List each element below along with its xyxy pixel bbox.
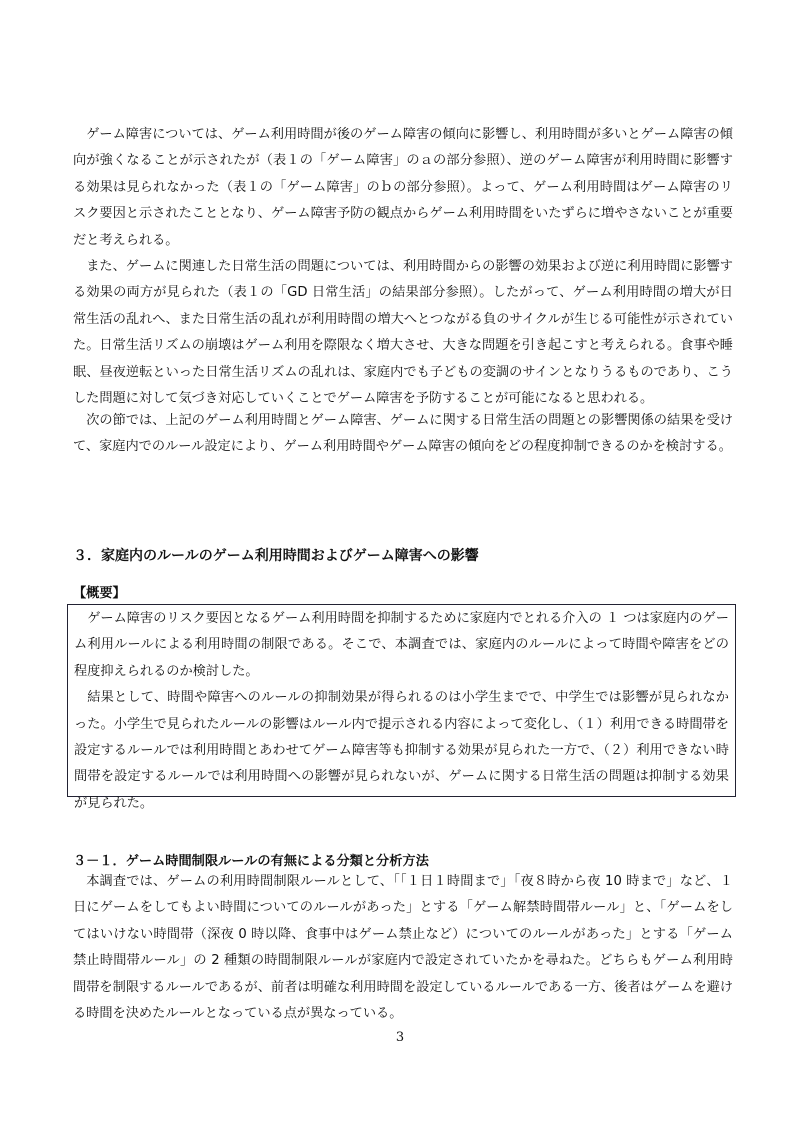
- section-3-1-paragraph: 本調査では、ゲームの利用時間制限ルールとして、「「１日１時間まで」「夜８時から夜 10 時まで」など、１日にゲームをしてもよい時間についてのルールがあった」とする「ゲーム解禁時間帯ルール」と、「ゲームをしてはいけない時間帯（深夜 0 時以降、食事中はゲーム禁止など）についてのルールがあった」とする「ゲーム禁止時間帯ルール」の 2 種類の時間制限ルールが家庭内で設定されていたかを尋ねた。どちらもゲーム利用時間帯を制限するルールであるが、前者は明確な利用時間を設定しているルールである一方、後者はゲームを避ける時間を決めたルールとなっている点が異なっている。: [73, 874, 733, 1022]
- section-3-1-heading: ３－１．ゲーム時間制限ルールの有無による分類と分析方法: [73, 854, 429, 869]
- page-number: 3: [395, 1030, 405, 1045]
- section-3-heading: ３．家庭内のルールのゲーム利用時間およびゲーム障害への影響: [73, 548, 479, 564]
- summary-paragraph-2: 結果として、時間や障害へのルールの抑制効果が得られるのは小学生までで、中学生では影響が見られなかった。小学生で見られたルールの影響はルール内で提示される内容によって変化し、（１）利用できる時間帯を設定するルールでは利用時間とあわせてゲーム障害等も抑制する効果が見られた一方で、（２）利用できない時間帯を設定するルールでは利用時間への影響が見られないが、ゲームに関する日常生活の問題は抑制する効果が見られた。: [74, 690, 729, 811]
- body-paragraph-3: 次の節では、上記のゲーム利用時間とゲーム障害、ゲームに関する日常生活の問題との影響関係の結果を受けて、家庭内でのルール設定により、ゲーム利用時間やゲーム障害の傾向をどの程度抑制できるのかを検討する。: [73, 413, 733, 455]
- summary-box: [67, 604, 736, 811]
- summary-label: 【概要】: [73, 586, 126, 601]
- body-paragraph-1: ゲーム障害については、ゲーム利用時間が後のゲーム障害の傾向に影響し、利用時間が多いとゲーム障害の傾向が強くなることが示されたが（表１の「ゲーム障害」のａの部分参照）、逆のゲーム障害が利用時間に影響する効果は見られなかった（表１の「ゲーム障害」のｂの部分参照）。よって、ゲーム利用時間はゲーム障害のリスク要因と示されたこととなり、ゲーム障害予防の観点からゲーム利用時間をいたずらに増やさないことが重要だと考えられる。: [73, 127, 733, 248]
- body-paragraph-2: また、ゲームに関連した日常生活の問題については、利用時間からの影響の効果および逆に利用時間に影響する効果の両方が見られた（表１の「GD 日常生活」の結果部分参照）。したがって、ゲーム利用時間の増大が日常生活の乱れへ、また日常生活の乱れが利用時間の増大へとつながる負のサイクルが生じる可能性が示されていた。日常生活リズムの崩壊はゲーム利用を際限なく増大させ、大きな問題を引き起こすと考えられる。食事や睡眠、昼夜逆転といった日常生活リズムの乱れは、家庭内でも子どもの変調のサインとなりうるものであり、こうした問題に対して気づき対応していくことでゲーム障害を予防することが可能になると思われる。: [73, 259, 733, 407]
- summary-paragraph-1: ゲーム障害のリスク要因となるゲーム利用時間を抑制するために家庭内でとれる介入の １ つは家庭内のゲーム利用ルールによる利用時間の制限である。そこで、本調査では、家庭内のルールによって時間や障害をどの程度抑えられるのか検討した。: [74, 611, 729, 679]
